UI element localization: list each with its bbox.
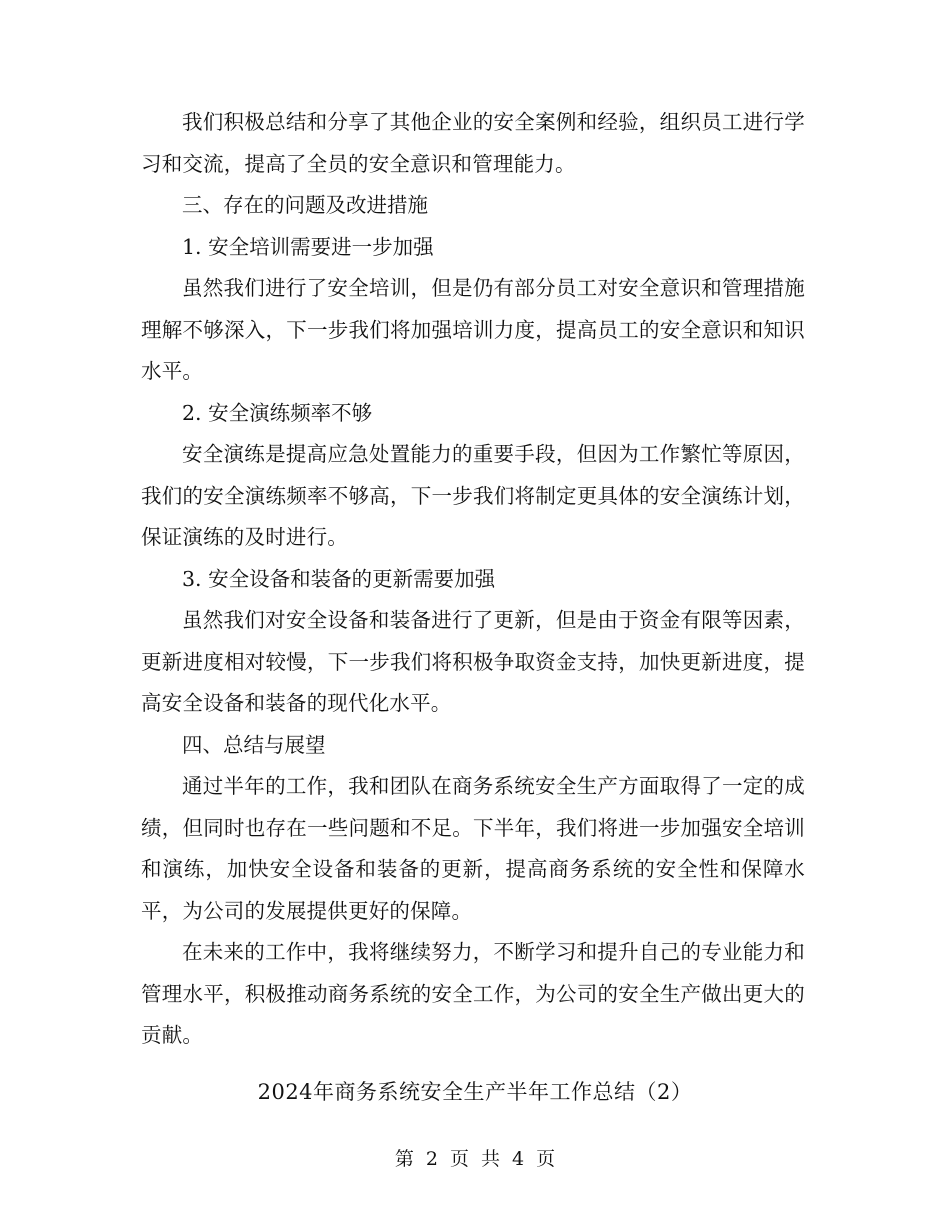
subheading-training: 1. 安全培训需要进一步加强 [182, 234, 434, 259]
document-body [141, 102, 805, 1057]
paragraph-training: 虽然我们进行了安全培训，但是仍有部分员工对安全意识和管理措施理解不够深入，下一步我们将加强培训力度，提高员工的安全意识和知识水平。 [141, 276, 805, 383]
next-document-title: 2024年商务系统安全生产半年工作总结（2） [257, 1080, 693, 1104]
subheading-drills: 2. 安全演练频率不够 [182, 400, 373, 425]
paragraph-case-sharing: 我们积极总结和分享了其他企业的安全案例和经验，组织员工进行学习和交流，提高了全员的安全意识和管理能力。 [141, 110, 805, 176]
paragraph-future: 在未来的工作中，我将继续努力，不断学习和提升自己的专业能力和管理水平，积极推动商务系统的安全工作，为公司的安全生产做出更大的贡献。 [141, 940, 805, 1047]
paragraph-summary: 通过半年的工作，我和团队在商务系统安全生产方面取得了一定的成绩，但同时也存在一些问题和不足。下半年，我们将进一步加强安全培训和演练，加快安全设备和装备的更新，提高商务系统的安全性和保障水平，为公司的发展提供更好的保障。 [141, 774, 805, 923]
section-heading-summary: 四、总结与展望 [182, 732, 326, 757]
page-footer: 第 2 页 共 4 页 [394, 1148, 556, 1170]
paragraph-drills: 安全演练是提高应急处置能力的重要手段，但因为工作繁忙等原因，我们的安全演练频率不够高，下一步我们将制定更具体的安全演练计划，保证演练的及时进行。 [141, 442, 805, 549]
subheading-equipment: 3. 安全设备和装备的更新需要加强 [182, 566, 496, 591]
paragraph-equipment: 虽然我们对安全设备和装备进行了更新，但是由于资金有限等因素，更新进度相对较慢，下一步我们将积极争取资金支持，加快更新进度，提高安全设备和装备的现代化水平。 [141, 608, 805, 715]
section-heading-problems: 三、存在的问题及改进措施 [182, 193, 428, 217]
